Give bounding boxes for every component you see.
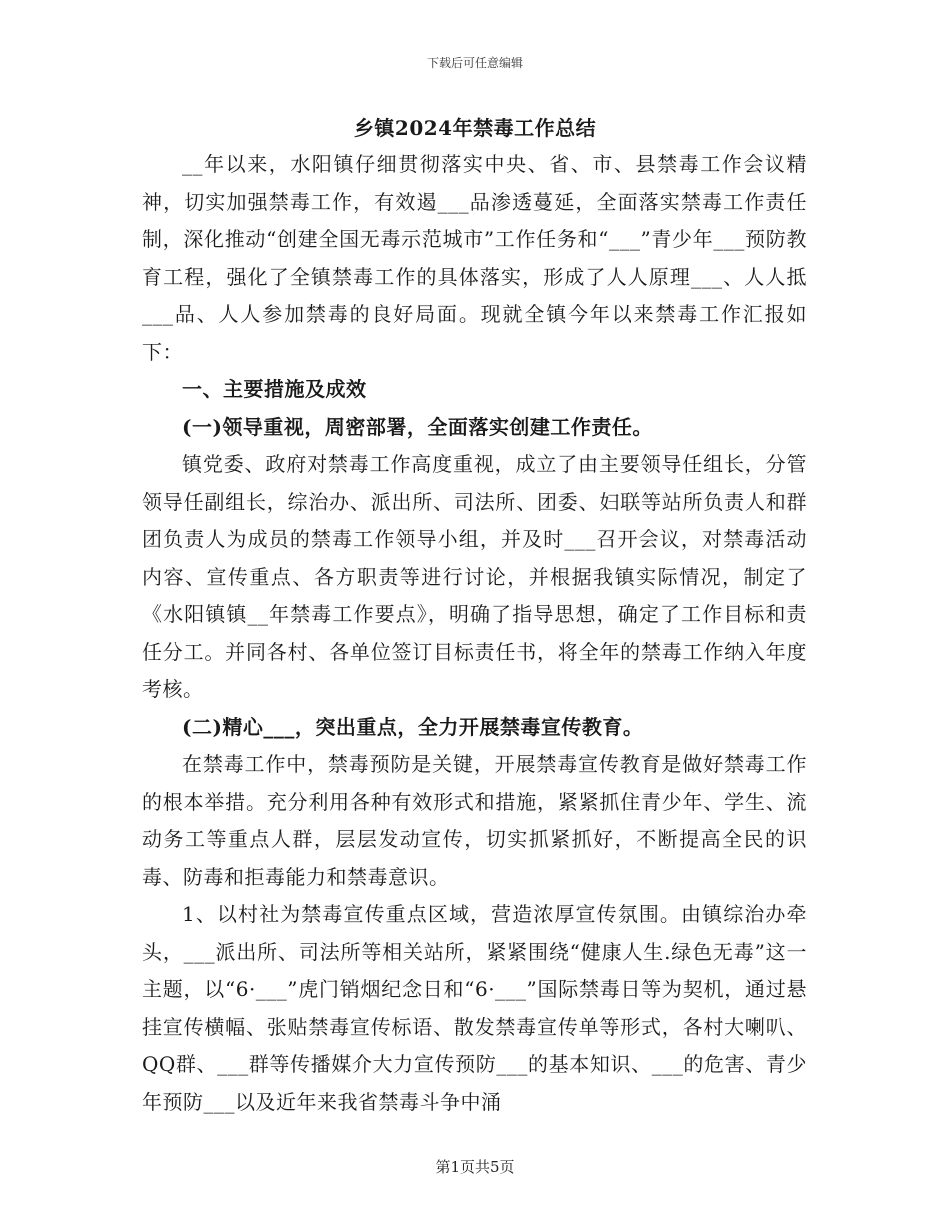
publicity-paragraph: 在禁毒工作中，禁毒预防是关键，开展禁毒宣传教育是做好禁毒工作的根本举措。充分利用各种有效形式和措施，紧紧抓住青少年、学生、流动务工等重点人群，层层发动宣传，切实抓紧抓好，不断提高全民的识毒、防毒和拒毒能力和禁毒意识。 xyxy=(142,752,807,889)
village-publicity-paragraph: 1、以村社为禁毒宣传重点区域，营造浓厚宣传氛围。由镇综治办牵头，___派出所、司法所等相关站所，紧紧围绕“健康人生.绿色无毒”这一主题，以“6·___”虎门销烟纪念日和“6·___”国际禁毒日等为契机，通过悬挂宣传横幅、张贴禁毒宣传标语、散发禁毒宣传单等形式，各村大喇叭、QQ群、___群等传播媒介大力宣传预防___的基本知识、___的危害、青少年预防___以及近年来我省禁毒斗争中涌 xyxy=(142,902,807,1114)
intro-paragraph: __年以来，水阳镇仔细贯彻落实中央、省、市、县禁毒工作会议精神，切实加强禁毒工作，有效遏___品渗透蔓延，全面落实禁毒工作责任制，深化推动“创建全国无毒示范城市”工作任务和“___”青少年___预防教育工程，强化了全镇禁毒工作的具体落实，形成了人人原理___、人人抵___品、人人参加禁毒的良好局面。现就全镇今年以来禁毒工作汇报如下： xyxy=(142,152,807,364)
document-title: 乡镇2024年禁毒工作总结 xyxy=(353,116,597,140)
subsection-heading-publicity: (二)精心___，突出重点，全力开展禁毒宣传教育。 xyxy=(182,714,644,739)
leadership-paragraph: 镇党委、政府对禁毒工作高度重视，成立了由主要领导任组长，分管领导任副组长，综治办、派出所、司法所、团委、妇联等站所负责人和群团负责人为成员的禁毒工作领导小组，并及时___召开会议，对禁毒活动内容、宣传重点、各方职责等进行讨论，并根据我镇实际情况，制定了《水阳镇镇__年禁毒工作要点》，明确了指导思想，确定了工作目标和责任分工。并同各村、各单位签订目标责任书，将全年的禁毒工作纳入年度考核。 xyxy=(142,452,807,701)
page-number-footer: 第1页共5页 xyxy=(435,1158,515,1176)
subsection-heading-leadership: (一)领导重视，周密部署，全面落实创建工作责任。 xyxy=(182,414,653,439)
document-body xyxy=(142,146,807,1121)
section-heading-main-measures: 一、主要措施及成效 xyxy=(182,377,367,401)
header-note: 下载后可任意编辑 xyxy=(426,56,523,70)
